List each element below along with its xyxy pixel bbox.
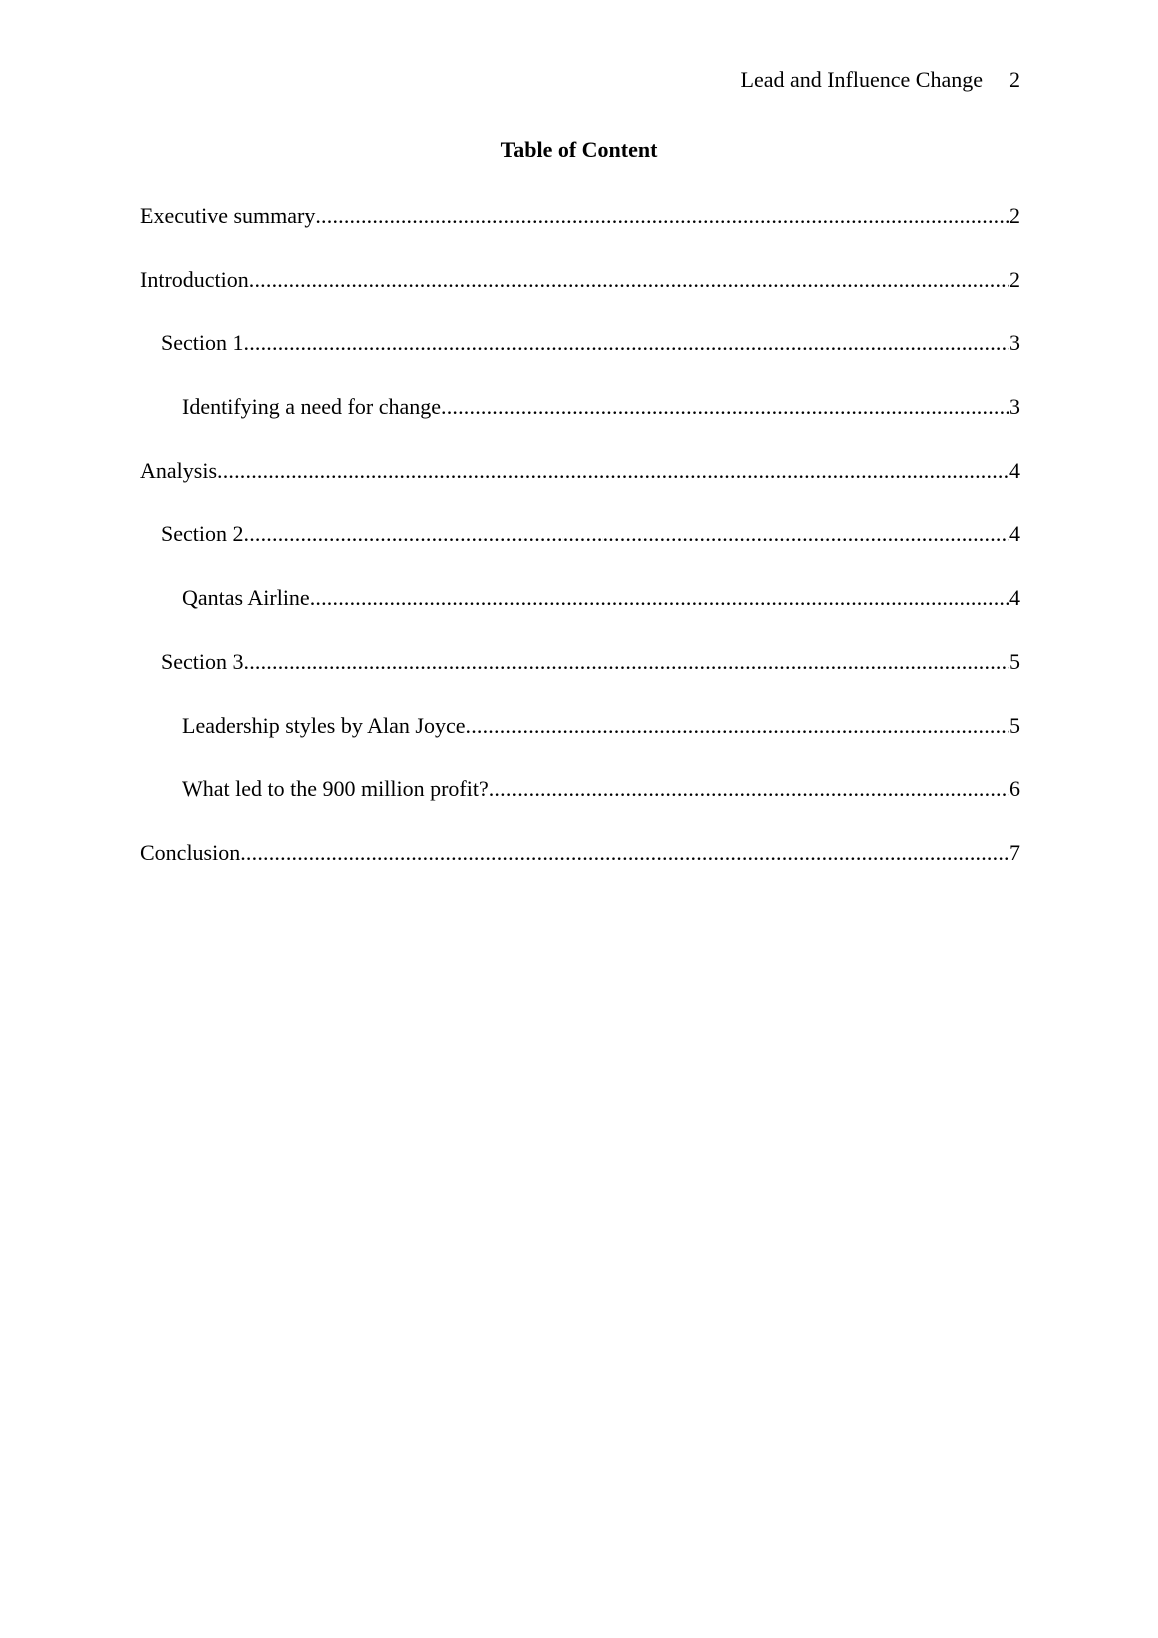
toc-entry-label: Executive summary bbox=[140, 203, 316, 228]
toc-entry-page: 4 bbox=[1009, 521, 1020, 547]
toc-dot-leader bbox=[441, 393, 1009, 421]
toc-entry[interactable] bbox=[140, 329, 1020, 393]
toc-entry-label: Introduction bbox=[140, 266, 249, 292]
toc-entry-page: 4 bbox=[1009, 585, 1020, 611]
toc-entry[interactable] bbox=[140, 457, 1020, 521]
toc-entry-label: Identifying a need for change bbox=[182, 394, 441, 420]
toc-entry[interactable] bbox=[140, 648, 1020, 712]
toc-entry[interactable] bbox=[140, 520, 1020, 584]
toc-entry-page: 6 bbox=[1009, 776, 1020, 802]
toc-entry[interactable] bbox=[140, 393, 1020, 457]
toc-entry[interactable] bbox=[140, 712, 1020, 776]
toc-title: Table of Content bbox=[500, 137, 658, 162]
toc-entry[interactable] bbox=[140, 266, 1020, 330]
toc-entry-page: 7 bbox=[1009, 839, 1020, 865]
running-header bbox=[741, 66, 1021, 94]
toc-entry[interactable] bbox=[140, 775, 1020, 839]
toc-dot-leader bbox=[244, 648, 1010, 676]
toc-entry[interactable] bbox=[140, 839, 1020, 903]
toc-entry-label: Conclusion bbox=[140, 839, 241, 865]
toc-entry-label: Section 3 bbox=[161, 648, 244, 674]
toc-entry-label: Analysis bbox=[140, 457, 217, 483]
toc-entry-label: Leadership styles by Alan Joyce bbox=[182, 712, 466, 738]
toc-entry-page: 3 bbox=[1009, 394, 1020, 420]
toc-dot-leader bbox=[244, 520, 1010, 548]
toc-entry-page: 5 bbox=[1009, 648, 1020, 674]
toc-dot-leader bbox=[249, 266, 1009, 294]
toc-entry[interactable] bbox=[140, 202, 1020, 266]
toc-entry-label: What led to the 900 million profit? bbox=[182, 776, 489, 802]
running-header-page-number: 2 bbox=[1009, 67, 1020, 92]
toc-dot-leader bbox=[315, 202, 1009, 230]
toc-dot-leader bbox=[244, 329, 1010, 357]
toc-entry-label: Section 2 bbox=[161, 521, 244, 547]
toc-dot-leader bbox=[466, 712, 1010, 740]
toc-entry-page: 2 bbox=[1009, 266, 1020, 292]
running-header-title: Lead and Influence Change bbox=[740, 67, 983, 92]
toc-entry[interactable] bbox=[140, 584, 1020, 648]
toc-entry-page: 5 bbox=[1009, 712, 1020, 738]
toc-entry-page: 2 bbox=[1009, 203, 1020, 228]
toc-dot-leader bbox=[217, 457, 1009, 485]
toc-entry-page: 3 bbox=[1009, 330, 1020, 356]
table-of-contents bbox=[140, 202, 1020, 903]
toc-dot-leader bbox=[240, 839, 1009, 867]
toc-entry-page: 4 bbox=[1009, 457, 1020, 483]
toc-dot-leader bbox=[489, 775, 1009, 803]
toc-entry-label: Qantas Airline bbox=[182, 585, 310, 611]
toc-entry-label: Section 1 bbox=[161, 330, 244, 356]
toc-dot-leader bbox=[310, 584, 1009, 612]
